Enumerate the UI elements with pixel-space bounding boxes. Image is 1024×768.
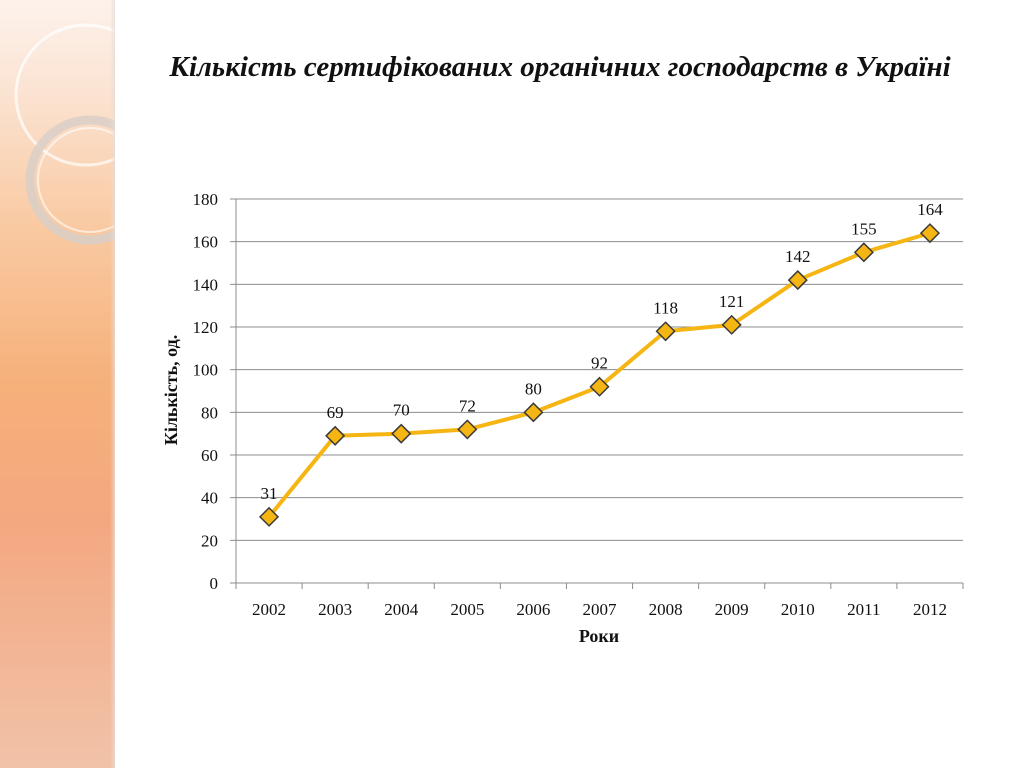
data-point-marker [524, 403, 542, 421]
data-label: 70 [392, 400, 410, 420]
x-tick-label: 2007 [582, 600, 617, 619]
x-tick-label: 2012 [912, 600, 947, 619]
data-label: 31 [260, 483, 278, 503]
y-tick-label: 60 [201, 446, 218, 465]
x-tick-label: 2011 [847, 600, 881, 619]
x-tick-label: 2003 [318, 600, 353, 619]
data-label: 155 [851, 219, 877, 239]
x-tick-label: 2002 [252, 600, 287, 619]
series [260, 224, 939, 526]
y-tick-label: 80 [201, 403, 218, 423]
data-labels [261, 200, 944, 503]
data-label: 72 [458, 396, 476, 416]
data-label: 92 [591, 353, 608, 373]
x-tick-label: 2006 [516, 600, 551, 619]
data-point-marker [855, 243, 873, 261]
x-tick-label: 2004 [384, 600, 419, 619]
data-point-marker [392, 425, 410, 443]
x-tick-label: 2005 [450, 600, 485, 619]
x-tick-label: 2009 [714, 600, 749, 619]
data-label: 80 [524, 379, 542, 399]
x-tick-label: 2008 [648, 600, 683, 619]
y-tick-label: 0 [209, 574, 218, 593]
data-label: 121 [718, 291, 745, 311]
x-axis-title: Роки [578, 626, 620, 646]
slide-title: Кількість сертифікованих органічних господарств в Україні [169, 51, 951, 83]
x-tick-labels [252, 600, 947, 619]
data-label: 164 [917, 200, 943, 220]
y-tick-label: 40 [201, 488, 218, 508]
data-point-marker [921, 224, 939, 242]
y-tick-labels [193, 190, 219, 593]
y-tick-label: 160 [192, 232, 218, 252]
data-label: 69 [326, 402, 344, 422]
y-tick-label: 120 [192, 318, 218, 337]
data-label: 118 [653, 298, 679, 318]
series-line [269, 233, 930, 517]
y-tick-label: 20 [201, 531, 218, 551]
y-tick-label: 140 [192, 275, 218, 295]
y-axis-title: Кількість, од. [161, 334, 181, 446]
data-label: 142 [785, 247, 811, 267]
data-point-marker [458, 420, 476, 438]
x-tick-label: 2010 [780, 600, 815, 619]
y-tick-label: 180 [192, 190, 218, 209]
y-tick-label: 100 [192, 360, 218, 380]
